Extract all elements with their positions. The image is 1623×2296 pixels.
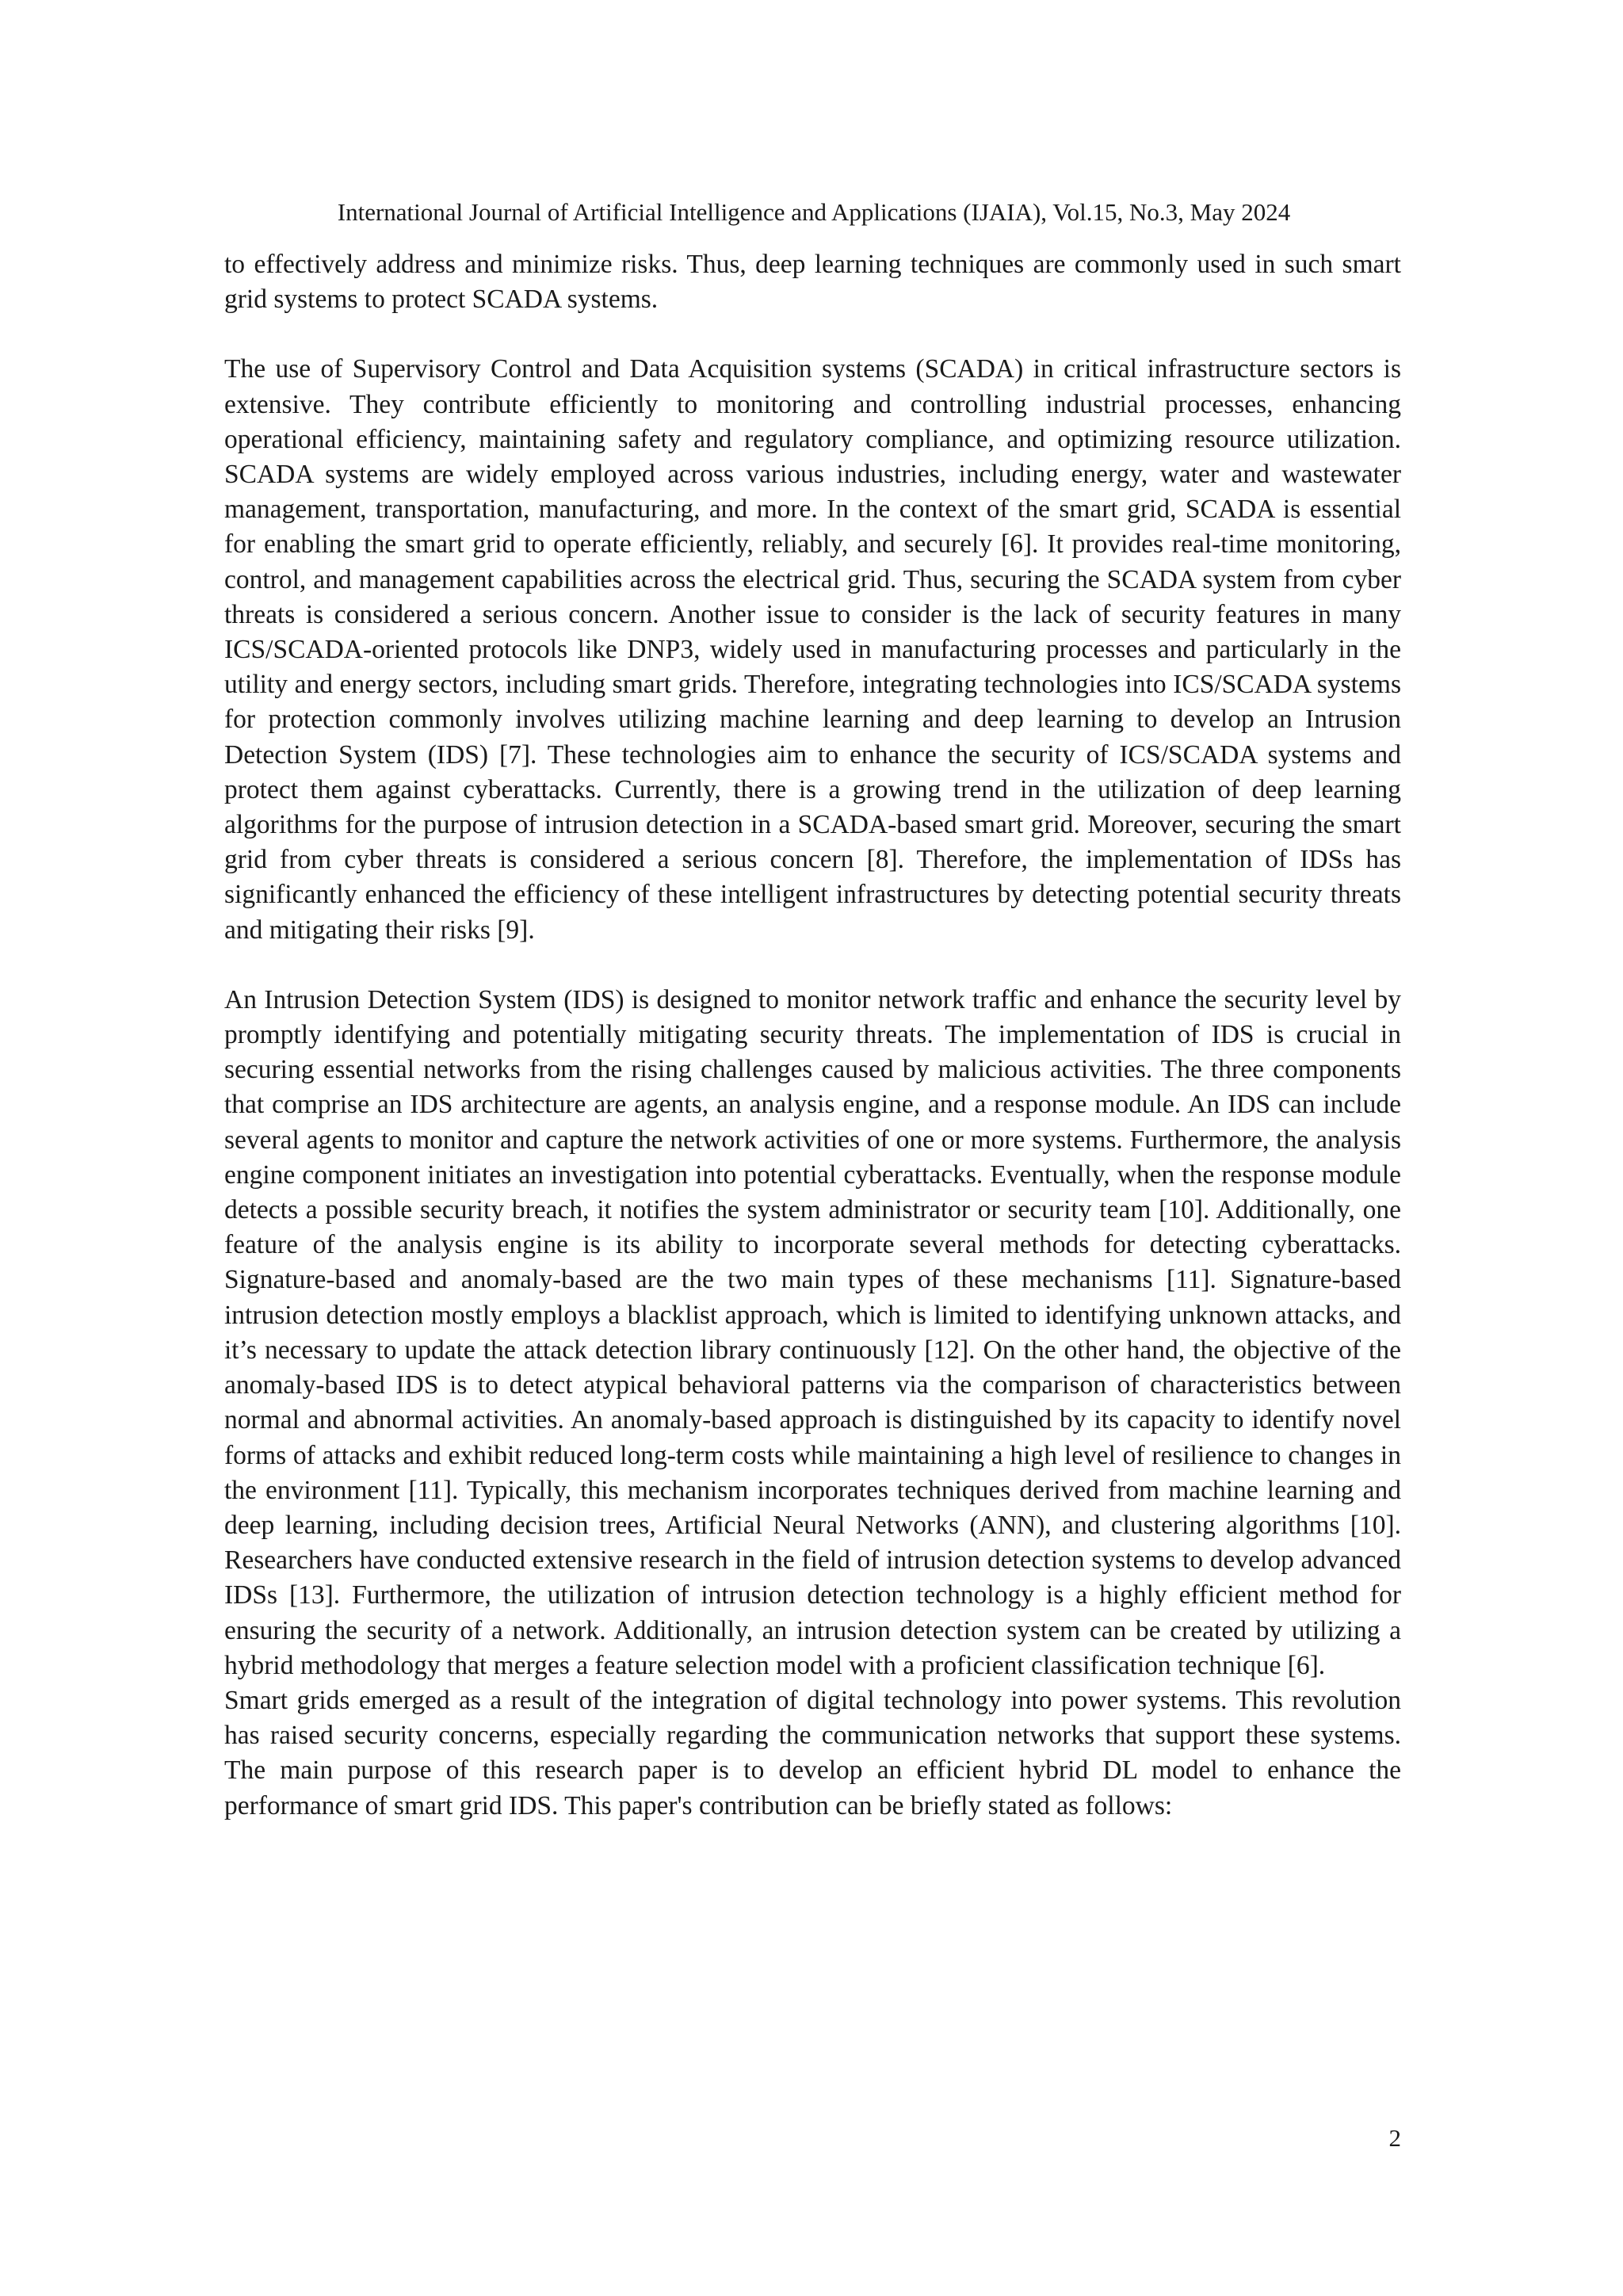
journal-running-header: International Journal of Artificial Intelligence and Applications (IJAIA), Vol.15, No.3, May 2024 [337, 198, 1291, 226]
paragraph-scada: The use of Supervisory Control and Data Acquisition systems (SCADA) in critical infrastructure sectors is extensive. They contribute efficiently to monitoring and controlling industrial processes, enhancing operational efficiency, maintaining safety and regulatory compliance, and optimizing resource utilization. SCADA systems are widely employed across various industries, including energy, water and wastewater management, transportation, manufacturing, and more. In the context of the smart grid, SCADA is essential for enabling the smart grid to operate efficiently, reliably, and securely [6]. It provides real-time monitoring, control, and management capabilities across the electrical grid. Thus, securing the SCADA system from cyber threats is considered a serious concern. Another issue to consider is the lack of security features in many ICS/SCADA-oriented protocols like DNP3, widely used in manufacturing processes and particularly in the utility and energy sectors, including smart grids. Therefore, integrating technologies into ICS/SCADA systems for protection commonly involves utilizing machine learning and deep learning to develop an Intrusion Detection System (IDS) [7]. These technologies aim to enhance the security of ICS/SCADA systems and protect them against cyberattacks. Currently, there is a growing trend in the utilization of deep learning algorithms for the purpose of intrusion detection in a SCADA-based smart grid. Moreover, securing the smart grid from cyber threats is considered a serious concern [8]. Therefore, the implementation of IDSs has significantly enhanced the efficiency of these intelligent infrastructures by detecting potential security threats and mitigating their risks [9]. [224, 354, 1401, 945]
body-text [224, 247, 1401, 1824]
paragraph-ids: An Intrusion Detection System (IDS) is designed to monitor network traffic and enhance the security level by promptly identifying and potentially mitigating security threats. The implementation of IDS is crucial in securing essential networks from the rising challenges caused by malicious activities. The three components that comprise an IDS architecture are agents, an analysis engine, and a response module. An IDS can include several agents to monitor and capture the network activities of one or more systems. Furthermore, the analysis engine component initiates an investigation into potential cyberattacks. Eventually, when the response module detects a possible security breach, it notifies the system administrator or security team [10]. Additionally, one feature of the analysis engine is its ability to incorporate several methods for detecting cyberattacks. Signature-based and anomaly-based are the two main types of these mechanisms [11]. Signature-based intrusion detection mostly employs a blacklist approach, which is limited to identifying unknown attacks, and it’s necessary to update the attack detection library continuously [12]. On the other hand, the objective of the anomaly-based IDS is to detect atypical behavioral patterns via the comparison of characteristics between normal and abnormal activities. An anomaly-based approach is distinguished by its capacity to identify novel forms of attacks and exhibit reduced long-term costs while maintaining a high level of resilience to changes in the environment [11]. Typically, this mechanism incorporates techniques derived from machine learning and deep learning, including decision trees, Artificial Neural Networks (ANN), and clustering algorithms [10]. Researchers have conducted extensive research in the field of intrusion detection systems to develop advanced IDSs [13]. Furthermore, the utilization of intrusion detection technology is a highly efficient method for ensuring the security of a network. Additionally, an intrusion detection system can be created by utilizing a hybrid methodology that merges a feature selection model with a proficient classification technique [6]. [224, 984, 1401, 1680]
page-number: 2 [1388, 2124, 1401, 2152]
paragraph-continuation: to effectively address and minimize risks. Thus, deep learning techniques are commonly used in such smart grid systems to protect SCADA systems. [224, 250, 1401, 315]
paragraph-contribution: Smart grids emerged as a result of the integration of digital technology into power systems. This revolution has raised security concerns, especially regarding the communication networks that support these systems. The main purpose of this research paper is to develop an efficient hybrid DL model to enhance the performance of smart grid IDS. This paper's contribution can be briefly stated as follows: [224, 1685, 1401, 1820]
